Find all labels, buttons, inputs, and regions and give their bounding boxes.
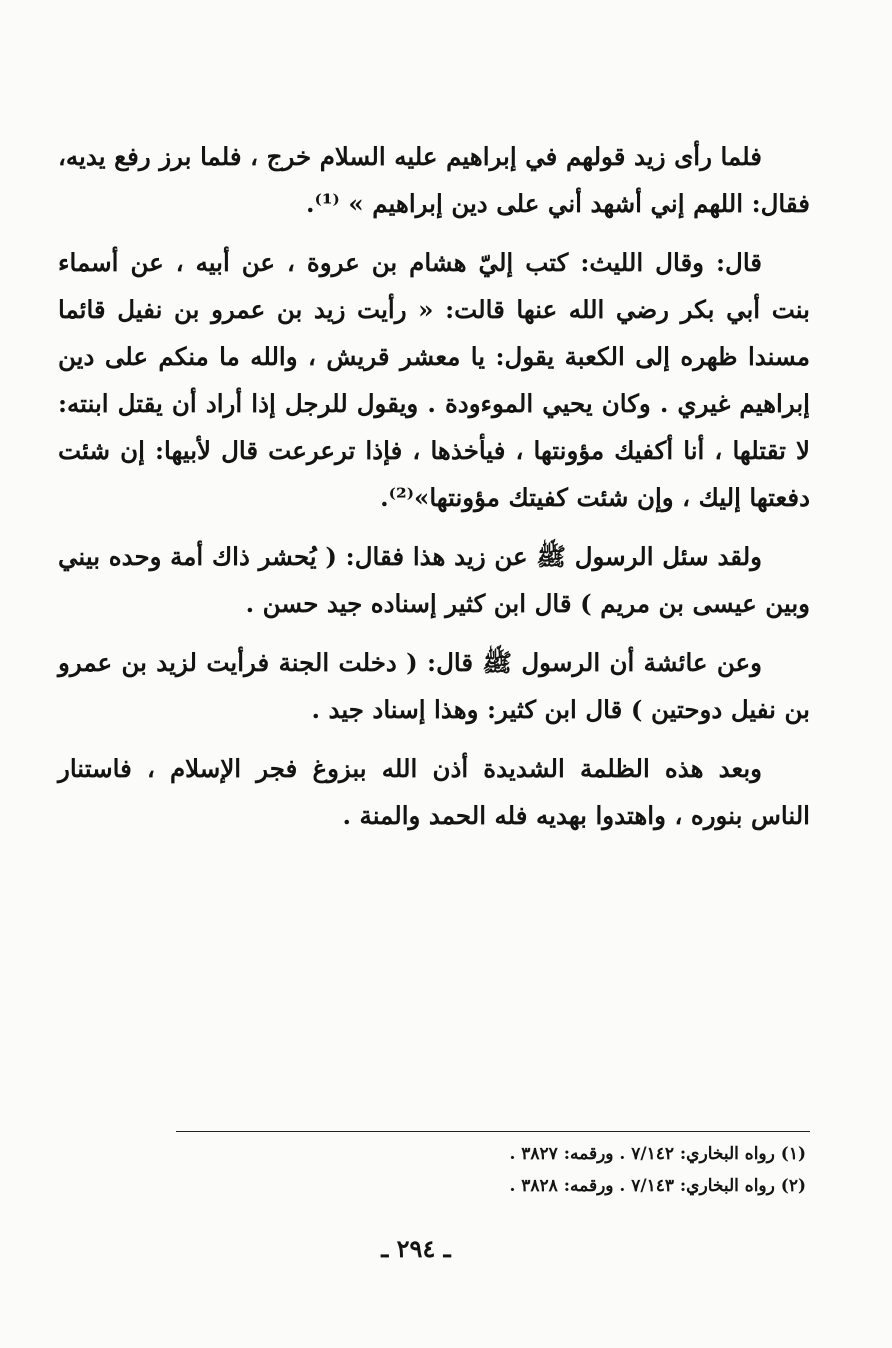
footnote-2: (٢) رواه البخاري: ٧/١٤٣ . ورقمه: ٣٨٢٨ .	[509, 1176, 806, 1196]
footnote-1: (١) رواه البخاري: ٧/١٤٢ . ورقمه: ٣٨٢٧ .	[509, 1144, 806, 1164]
paragraph-zayd-prayer: فلما رأى زيد قولهم في إبراهيم عليه السلام خرج ، فلما برز رفع يديه، فقال: اللهم إني أشهد أني على دين إبراهيم » ⁽¹⁾.	[58, 142, 810, 218]
main-text	[58, 133, 810, 849]
paragraph-dawn-of-islam: وبعد هذه الظلمة الشديدة أذن الله ببزوغ فجر الإسلام ، فاستنار الناس بنوره ، واهتدوا بهديه فله الحمد والمنة .	[58, 754, 810, 830]
paragraph-prophet-asked: ولقد سئل الرسول ﷺ عن زيد هذا فقال: ( يُحشر ذاك أمة وحده بيني وبين عيسى بن مريم ) قال ابن كثير إسناده جيد حسن .	[58, 542, 810, 618]
footnote-divider	[176, 1131, 810, 1132]
paragraph-asma-narration: قال: وقال الليث: كتب إليّ هشام بن عروة ، عن أبيه ، عن أسماء بنت أبي بكر رضي الله عنها قالت: « رأيت زيد بن عمرو بن نفيل قائما مسندا ظهره إلى الكعبة يقول: يا معشر قريش ، والله ما منكم على دين إبراهيم غيري . وكان يحيي الموءودة . ويقول للرجل إذا أراد أن يقتل ابنته: لا تقتلها ، أنا أكفيك مؤونتها ، فيأخذها ، فإذا ترعرعت قال لأبيها: إن شئت دفعتها إليك ، وإن شئت كفيتك مؤونتها»⁽²⁾.	[58, 248, 810, 512]
footnotes	[176, 1138, 806, 1202]
paragraph-aisha-narration: وعن عائشة أن الرسول ﷺ قال: ( دخلت الجنة فرأيت لزيد بن عمرو بن نفيل دوحتين ) قال ابن كثير: وهذا إسناد جيد .	[58, 648, 810, 724]
page-number: ـ ٢٩٤ ـ	[381, 1234, 451, 1263]
